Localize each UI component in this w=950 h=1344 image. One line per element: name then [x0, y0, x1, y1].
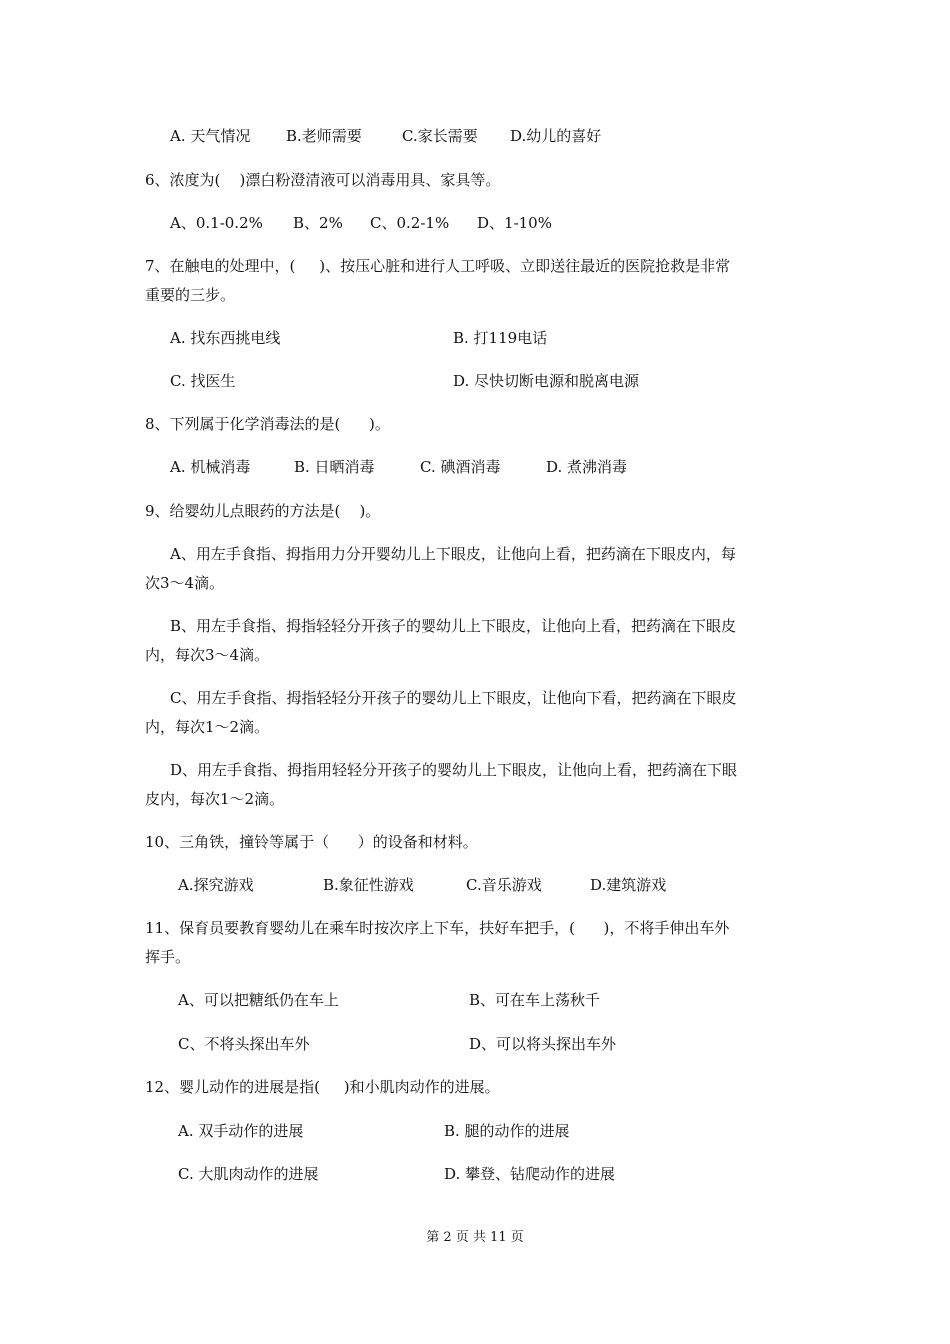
q11-option-c: C、不将头探出车外: [178, 1035, 310, 1053]
q12-option-a: A. 双手动作的进展: [178, 1122, 304, 1140]
q5-option-c: C.家长需要: [402, 127, 478, 145]
q9-option-b-line2: 内，每次3～4滴。: [145, 646, 270, 664]
q11-stem-line1: 11、保育员要教育婴幼儿在乘车时按次序上下车，扶好车把手，( )，不将手伸出车外: [145, 919, 730, 937]
q7-option-c: C. 找医生: [170, 372, 236, 390]
q5-option-a: A. 天气情况: [170, 127, 251, 145]
q6-option-d: D、1-10%: [477, 214, 552, 232]
q10-option-d: D.建筑游戏: [590, 876, 667, 894]
q12-option-c: C. 大肌肉动作的进展: [178, 1165, 319, 1183]
q10-option-b: B.象征性游戏: [323, 876, 414, 894]
q6-option-c: C、0.2-1%: [370, 214, 450, 232]
q7-option-d: D. 尽快切断电源和脱离电源: [453, 372, 640, 390]
q9-option-b-line1: B、用左手食指、拇指轻轻分开孩子的婴幼儿上下眼皮，让他向上看，把药滴在下眼皮: [170, 617, 737, 635]
q10-stem: 10、三角铁，撞铃等属于（ ）的设备和材料。: [145, 833, 478, 851]
q9-option-c-line1: C、用左手食指、拇指轻轻分开孩子的婴幼儿上下眼皮，让他向下看，把药滴在下眼皮: [170, 689, 737, 707]
q12-option-d: D. 攀登、钻爬动作的进展: [444, 1165, 616, 1183]
q9-option-c-line2: 内，每次1～2滴。: [145, 718, 270, 736]
q9-option-d-line1: D、用左手食指、拇指用轻轻分开孩子的婴幼儿上下眼皮，让他向上看，把药滴在下眼: [170, 761, 738, 779]
q6-option-b: B、2%: [293, 214, 343, 232]
q7-stem-line1: 7、在触电的处理中，( )、按压心脏和进行人工呼吸、立即送往最近的医院抢救是非常: [145, 257, 731, 275]
q8-option-a: A. 机械消毒: [170, 458, 251, 476]
q10-option-c: C.音乐游戏: [466, 876, 542, 894]
q6-option-a: A、0.1-0.2%: [170, 214, 263, 232]
q6-stem: 6、浓度为( )漂白粉澄清液可以消毒用具、家具等。: [145, 171, 501, 189]
q11-stem-line2: 挥手。: [145, 948, 191, 966]
q5-option-d: D.幼儿的喜好: [510, 127, 602, 145]
q12-stem: 12、婴儿动作的进展是指( )和小肌肉动作的进展。: [145, 1078, 500, 1096]
q7-option-b: B. 打119电话: [453, 329, 548, 347]
q11-option-a: A、可以把糖纸仍在车上: [178, 991, 339, 1009]
page-number: 第 2 页 共 11 页: [426, 1230, 524, 1245]
q11-option-d: D、可以将头探出车外: [469, 1035, 617, 1053]
q9-option-a-line1: A、用左手食指、拇指用力分开婴幼儿上下眼皮，让他向上看，把药滴在下眼皮内，每: [170, 545, 736, 563]
q12-option-b: B. 腿的动作的进展: [444, 1122, 570, 1140]
q5-option-b: B.老师需要: [286, 127, 362, 145]
q7-option-a: A. 找东西挑电线: [170, 329, 281, 347]
q11-option-b: B、可在车上荡秋千: [469, 991, 601, 1009]
q9-stem: 9、给婴幼儿点眼药的方法是( )。: [145, 502, 381, 520]
q8-stem: 8、下列属于化学消毒法的是( )。: [145, 415, 390, 433]
q8-option-c: C. 碘酒消毒: [420, 458, 501, 476]
q9-option-d-line2: 皮内，每次1～2滴。: [145, 790, 285, 808]
q10-option-a: A.探究游戏: [178, 876, 254, 894]
q8-option-b: B. 日晒消毒: [294, 458, 375, 476]
q7-stem-line2: 重要的三步。: [145, 286, 236, 304]
q9-option-a-line2: 次3～4滴。: [145, 574, 225, 592]
q8-option-d: D. 煮沸消毒: [546, 458, 628, 476]
